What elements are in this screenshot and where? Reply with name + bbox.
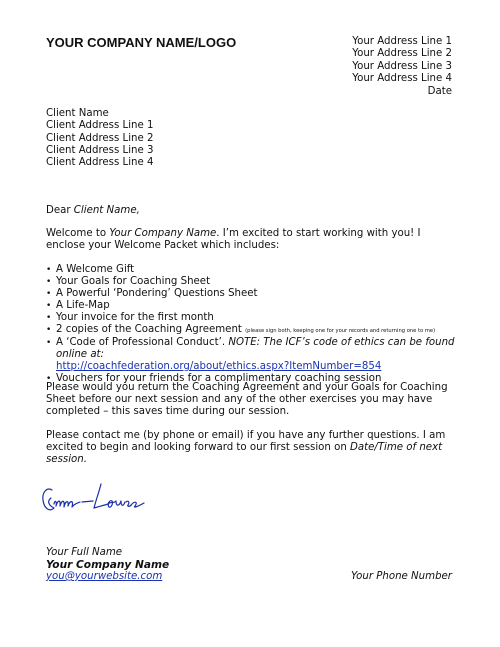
list-item [46, 288, 466, 300]
handwritten-signature [38, 478, 150, 520]
contact-text: Please contact me (by phone or email) if you have any further questions. I am excited to begin and looking forward to our first session on [46, 430, 446, 453]
list-item-text: A ‘Code of Professional Conduct’. [56, 337, 229, 348]
client-address-line-3: Client Address Line 3 [46, 144, 154, 156]
sender-address-line-1: Your Address Line 1 [352, 36, 452, 47]
phone-number: Your Phone Number [351, 571, 452, 582]
client-address-block [46, 108, 154, 169]
list-item-code-of-conduct [46, 337, 466, 373]
icf-ethics-link[interactable]: http://coachfederation.org/about/ethics.aspx?ItemNumber=854 [56, 361, 382, 372]
sender-address-line-2: Your Address Line 2 [352, 48, 452, 60]
list-item-text: Your invoice for the first month [56, 312, 214, 323]
intro-company-name: Your Company Name [109, 228, 217, 239]
signature-text: Emma-Louise [38, 518, 45, 519]
contact-paragraph [46, 430, 451, 466]
sender-address-line-4: Your Address Line 4 [352, 73, 452, 85]
client-address-line-1: Client Address Line 1 [46, 120, 154, 132]
salutation-prefix: Dear [46, 205, 74, 216]
list-item [46, 264, 466, 276]
list-item-text: A Powerful ‘Pondering’ Questions Sheet [56, 288, 258, 299]
salutation [46, 205, 140, 217]
list-item-coaching-agreement [46, 324, 466, 337]
icf-note: NOTE: The ICF’s code of ethics can be found online at: [56, 337, 455, 360]
client-address-line-2: Client Address Line 2 [46, 132, 154, 144]
full-name: Your Full Name [46, 547, 123, 558]
list-item-text: 2 copies of the Coaching Agreement [56, 324, 246, 335]
list-item-text: A Welcome Gift [56, 264, 135, 275]
signature-block [46, 547, 169, 583]
list-item-text: Your Goals for Coaching Sheet [56, 276, 211, 287]
welcome-packet-list [46, 264, 466, 385]
sender-address-block [352, 36, 452, 98]
intro-paragraph [46, 228, 446, 252]
return-request-paragraph: Please would you return the Coaching Agreement and your Goals for Coaching Sheet before our next session and any of the other exercises you may have completed – this saves time during our session. [46, 382, 448, 417]
list-item [46, 300, 466, 312]
intro-text: . I’m excited to start working with you! I enclose your Welcome Packet which includes: [46, 228, 421, 251]
email-link[interactable]: you@yourwebsite.com [46, 571, 163, 582]
list-item [46, 312, 466, 324]
list-item [46, 276, 466, 288]
list-item-text: A Life-Map [56, 300, 110, 311]
salutation-client-name: Client Name, [73, 205, 140, 216]
agreement-note: (please sign both, keeping one for your records and returning one to me) [245, 328, 436, 334]
list-item-text: Vouchers for your friends for a complimentary coaching session [56, 373, 382, 384]
letter-date: Date [427, 85, 452, 97]
next-session-placeholder: Date/Time of next session. [46, 442, 443, 465]
signature-company-name: Your Company Name [46, 559, 170, 571]
company-name-logo: YOUR COMPANY NAME/LOGO [46, 35, 237, 50]
intro-prefix: Welcome to [46, 228, 110, 239]
client-address-line-4: Client Address Line 4 [46, 157, 154, 169]
client-name: Client Name [46, 108, 109, 119]
sender-address-line-3: Your Address Line 3 [352, 60, 452, 72]
